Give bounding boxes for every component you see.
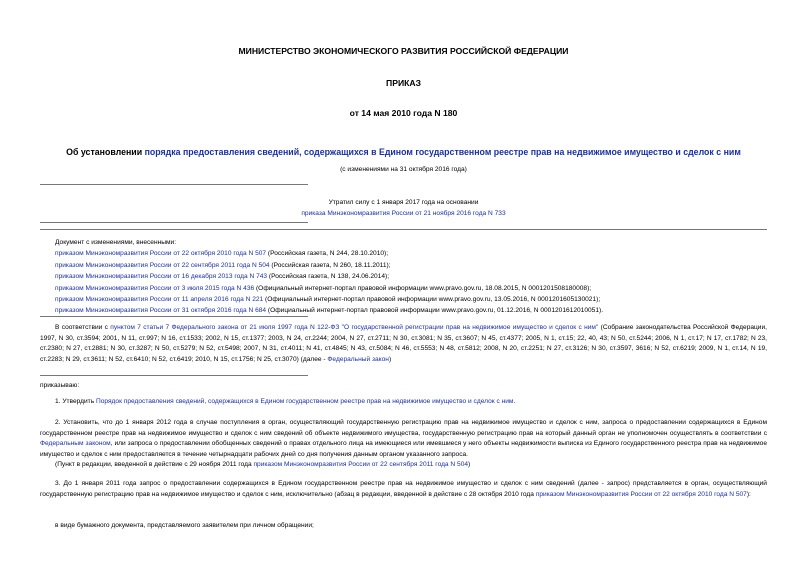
amendment-link[interactable]: приказом Минэкономразвития России от 3 июля 2015 года N 436 <box>55 284 255 292</box>
item-text: 2. Установить, что до 1 января 2012 года в случае поступления в орган, осуществляющий государственную регистрацию прав на недвижимое имущество и сделок с ним, запроса о предоставлении содержащихся в Едином государственном реестре прав на недвижимое имущество и сделок с ним сведений об объекте недвижимого имущества, государственную регистрацию прав на который данный орган не уполномочен осуществлять в соответствии с <box>40 419 767 437</box>
item-4-paragraph: в виде бумажного документа, представляемого заявителем при личном обращении; <box>55 522 314 529</box>
federal-law-link[interactable]: Федеральный закон <box>327 355 389 363</box>
document-title <box>0 147 807 157</box>
federal-law-link[interactable]: Федеральным законом <box>40 440 111 448</box>
ministry-heading: МИНИСТЕРСТВО ЭКОНОМИЧЕСКОГО РАЗВИТИЯ РОССИЙСКОЙ ФЕДЕРАЦИИ <box>238 46 569 56</box>
amendments-list <box>55 237 603 317</box>
divider-line <box>40 229 767 230</box>
preamble-paragraph <box>40 323 767 365</box>
repeal-order-link[interactable]: приказа Минэкономразвития России от 21 ноября 2016 года N 733 <box>301 210 506 217</box>
amendment-link[interactable]: приказом Минэкономразвития России от 22 октября 2010 года N 507 <box>535 490 747 498</box>
amendment-link[interactable]: приказом Минэкономразвития России от 11 апреля 2016 года N 221 <box>55 296 264 304</box>
divider-line <box>40 184 308 185</box>
item-text: ): <box>746 490 751 498</box>
edition-note: (с изменениями на 31 октября 2016 года) <box>340 166 467 173</box>
item-3-paragraph <box>40 479 767 500</box>
list-item <box>55 271 603 282</box>
item-text: 1. Утвердить <box>55 398 96 405</box>
procedure-link[interactable]: Порядок предоставления сведений, содержащихся в Едином государственном реестре прав на недвижимое имущество и сделок с ним <box>95 398 514 405</box>
doc-type-heading: ПРИКАЗ <box>386 78 421 88</box>
amendment-source: (Российская газета, N 138, 24.06.2014); <box>267 273 390 281</box>
item-text: ) <box>468 461 471 468</box>
order-word: приказываю: <box>40 382 80 389</box>
amendment-link[interactable]: приказом Минэкономразвития России от 31 октября 2016 года N 684 <box>55 307 267 315</box>
amendments-intro: Документ с изменениями, внесенными: <box>55 239 177 246</box>
item-1-paragraph <box>40 397 767 408</box>
preamble-text: (Собрание законодательства Российской Федерации, 1997, N 30, ст.3594; 2001, N 11, ст.997; N 16, ст.1533; 2002, N 15, ст.1377; 2003, N 24, ст.2244; 2004, N 27, ст.2711; N 30, ст.3081; N 35, ст.3607; N 45, ст.4377; 2005, N 1, ст.15; 22, 40, 43; N 50, ст.5244; 2006, N 1, ст.17; N 17, ст.1782; N 23, ст.2380; N 27, ст.2881; N 30, ст.3287; N 50, ст.5279; N 52, ст.5498; 2007, N 31, ст.4011; N 41, ст.4845; N 43, ст.5084; N 46, ст.5553; N 48, ст.5812; 2008, N 20, ст.2251; N 27, ст.3126; N 30, ст.3597, 3616; N 52, ст.6219; 2009, N 1, ст.14, N 19, ст.2283; N 29, ст.3611; N 52, ст.6410; N 52, ст.6419; 2010, N 15, ст.1756; N 25, ст.3070) (далее - <box>40 324 767 363</box>
list-item <box>55 260 603 271</box>
list-item <box>55 248 603 259</box>
amendment-source: (Официальный интернет-портал правовой информации www.pravo.gov.ru, 01.12.2016, N 0001201612010051). <box>266 307 604 315</box>
date-number-heading: от 14 мая 2010 года N 180 <box>349 108 458 118</box>
amendment-link[interactable]: приказом Минэкономразвития России от 16 декабря 2013 года N 743 <box>55 273 268 281</box>
preamble-text: ) <box>388 355 392 363</box>
item-text: , или запроса о предоставлении обобщенных сведений о правах отдельного лица на имеющиеся или имевшиеся у него объекты недвижимости выписка из Единого государственного реестра прав на недвижимое имущество и сделок с ним предоставляется в течение четырнадцати рабочих дней со дня получения данным органом указанного запроса. <box>40 440 767 458</box>
amendment-source: (Российская газета, N 244, 28.10.2010); <box>266 250 389 258</box>
list-item <box>55 294 603 305</box>
divider-line <box>40 375 308 376</box>
item-text: 3. До 1 января 2011 года запрос о предоставлении содержащихся в Едином государственном реестре прав на недвижимое имущество и сделок с ним сведений (далее - запрос) представляется в орган, осуществляющий государственную регистрацию прав на недвижимое имущество и сделок с ним, исключительно (абзац в редакции, введенной в действие с 28 октября 2010 года <box>40 480 767 498</box>
amendment-link[interactable]: приказом Минэкономразвития России от 22 сентября 2011 года N 504 <box>253 461 469 468</box>
preamble-text: В соответствии с <box>55 324 111 331</box>
amendment-source: (Официальный интернет-портал правовой информации www.pravo.gov.ru, 18.08.2015, N 0001201508180008); <box>254 284 592 292</box>
amendment-link[interactable]: приказом Минэкономразвития России от 22 сентября 2011 года N 504 <box>55 261 270 269</box>
item-2-paragraph <box>40 418 767 460</box>
divider-line <box>40 222 308 223</box>
repeal-text: Утратил силу с 1 января 2017 года на основании <box>328 199 479 206</box>
item-text: . <box>513 398 516 405</box>
item-text: (Пункт в редакции, введенной в действие с 29 ноября 2011 года <box>55 461 254 468</box>
repeal-notice <box>0 197 807 219</box>
title-procedure-link[interactable]: порядка предоставления сведений, содержащихся в Едином государственном реестре прав на недвижимое имущество и сделок с ним <box>144 147 741 157</box>
item-2-note <box>40 460 767 471</box>
amendment-source: (Российская газета, N 260, 18.11.2011); <box>269 261 391 269</box>
list-item <box>55 283 603 294</box>
amendment-source: (Официальный интернет-портал правовой информации www.pravo.gov.ru, 13.05.2016, N 0001201605130021); <box>263 296 601 304</box>
federal-law-article-link[interactable]: пунктом 7 статьи 7 Федерального закона от 21 июля 1997 года N 122-ФЗ "О государственной регистрации прав на недвижимое имущество и сделок с ним" <box>110 324 599 331</box>
divider-line <box>40 316 308 317</box>
title-prefix: Об установлении <box>66 147 145 157</box>
amendment-link[interactable]: приказом Минэкономразвития России от 22 октября 2010 года N 507 <box>55 250 267 258</box>
